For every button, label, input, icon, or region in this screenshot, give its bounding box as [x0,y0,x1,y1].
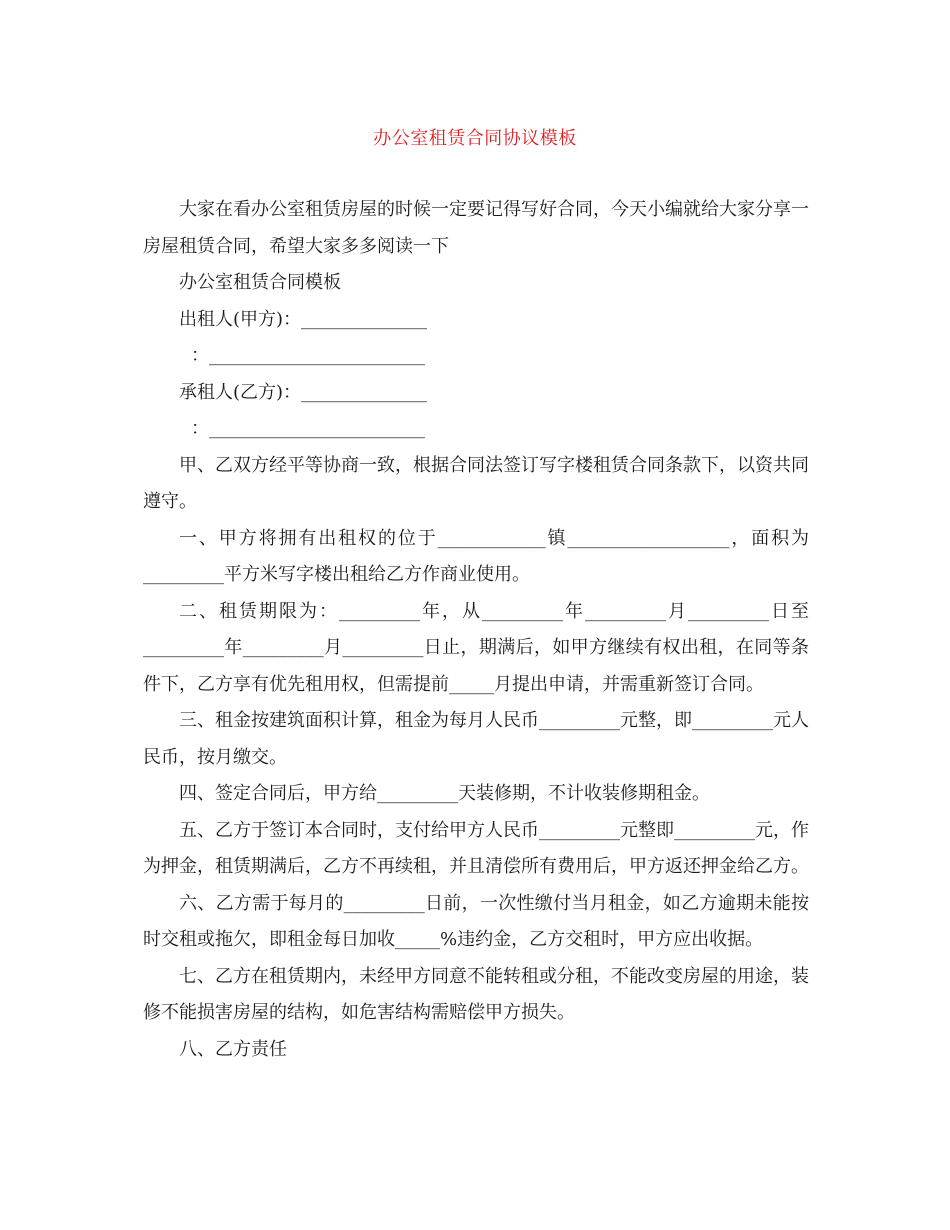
clause-1: 一、甲方将拥有出租权的位于____________镇__________________，面积为_________平方米写字楼出租给乙方作商业使用。 [143,527,809,585]
clause-2: 二、租赁期限为：_________年，从_________年_________月_________日至_________年_________月_________日止，期满后，如甲方继续有权出租，在同等条件下，乙方享有优先租用权，但需提前_____月提出申请，并需重新签订合同。 [143,600,809,695]
document-title: 办公室租赁合同协议模板 [373,128,577,149]
document-body [143,192,809,1068]
clause-8-heading: 八、乙方责任 [179,1038,287,1060]
lessee-line: 承租人(乙方)：______________ [179,381,428,403]
template-heading: 办公室租赁合同模板 [179,272,341,293]
clause-3: 三、租金按建筑面积计算，租金为每月人民币_________元整，即_________元人民币，按月缴交。 [143,710,809,768]
clause-4: 四、签定合同后，甲方给_________天装修期，不计收装修期租金。 [179,783,710,804]
lessor-line: 出租人(甲方)：______________ [179,308,428,330]
intro-paragraph: 大家在看办公室租赁房屋的时候一定要记得写好合同，今天小编就给大家分享一房屋租赁合同，希望大家多多阅读一下 [143,199,809,257]
clause-7: 七、乙方在租赁期内，未经甲方同意不能转租或分租，不能改变房屋的用途，装修不能损害房屋的结构，如危害结构需赔偿甲方损失。 [143,965,809,1023]
agreement-paragraph: 甲、乙双方经平等协商一致，根据合同法签订写字楼租赁合同条款下，以资共同遵守。 [143,454,809,512]
lessee-sub-line: ：________________________ [191,418,425,439]
clause-5: 五、乙方于签订本合同时，支付给甲方人民币_________元整即_________元，作为押金，租赁期满后，乙方不再续租，并且清偿所有费用后，甲方返还押金给乙方。 [143,819,809,877]
lessor-sub-line: ：________________________ [191,345,425,366]
clause-6: 六、乙方需于每月的_________日前，一次性缴付当月租金，如乙方逾期未能按时交租或拖欠，即租金每日加收_____%违约金，乙方交租时，甲方应出收据。 [143,892,809,950]
